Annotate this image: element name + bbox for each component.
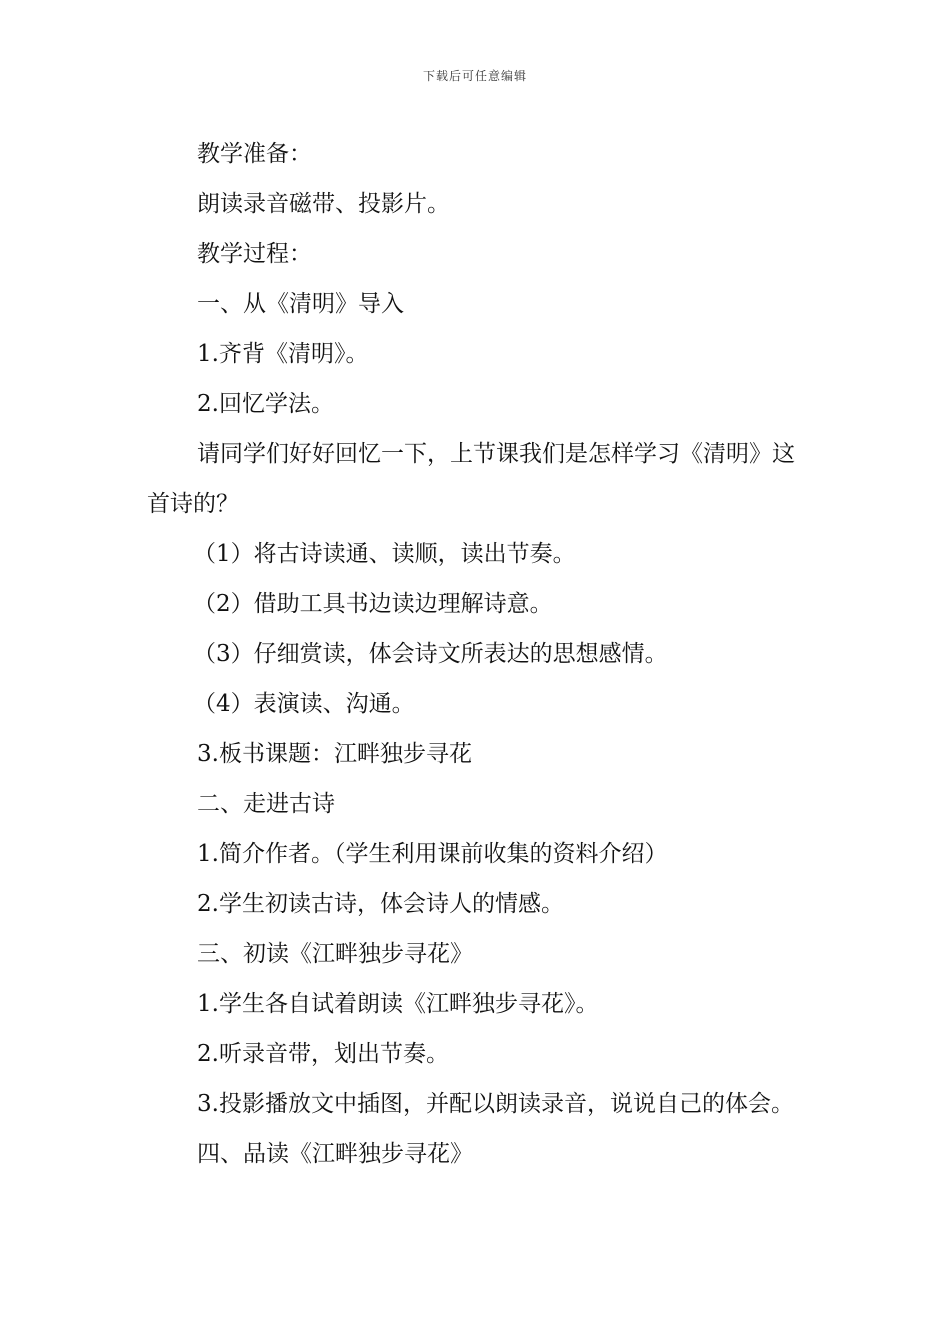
list-item: 2.听录音带，划出节奏。	[197, 1041, 449, 1067]
list-item: 2.回忆学法。	[197, 391, 334, 417]
section-heading-1: 一、从《清明》导入	[197, 291, 404, 317]
paragraph-recall-question: 请同学们好好回忆一下，上节课我们是怎样学习《清明》这首诗的？	[147, 441, 795, 517]
list-item: （1）将古诗读通、读顺，读出节奏。	[193, 541, 576, 567]
list-item: 1.学生各自试着朗读《江畔独步寻花》。	[197, 991, 599, 1017]
list-item: （4）表演读、沟通。	[193, 691, 415, 717]
document-body	[147, 129, 812, 1179]
page-header: 下载后可任意编辑	[422, 69, 527, 83]
list-item: 2.学生初读古诗，体会诗人的情感。	[197, 891, 564, 917]
paragraph-materials: 朗读录音磁带、投影片。	[197, 191, 450, 217]
paragraph-teaching-preparation: 教学准备：	[197, 141, 312, 167]
list-item: （2）借助工具书边读边理解诗意。	[193, 591, 553, 617]
section-heading-2: 二、走进古诗	[197, 791, 335, 817]
section-heading-4: 四、品读《江畔独步寻花》	[197, 1141, 473, 1167]
list-item: 1.齐背《清明》。	[197, 341, 369, 367]
section-heading-3: 三、初读《江畔独步寻花》	[197, 941, 473, 967]
list-item: 1.简介作者。（学生利用课前收集的资料介绍）	[197, 841, 668, 867]
paragraph-teaching-process: 教学过程：	[197, 241, 312, 267]
list-item: 3.投影播放文中插图，并配以朗读录音，说说自己的体会。	[197, 1091, 794, 1117]
list-item: （3）仔细赏读，体会诗文所表达的思想感情。	[193, 641, 668, 667]
list-item: 3.板书课题：江畔独步寻花	[197, 741, 472, 767]
